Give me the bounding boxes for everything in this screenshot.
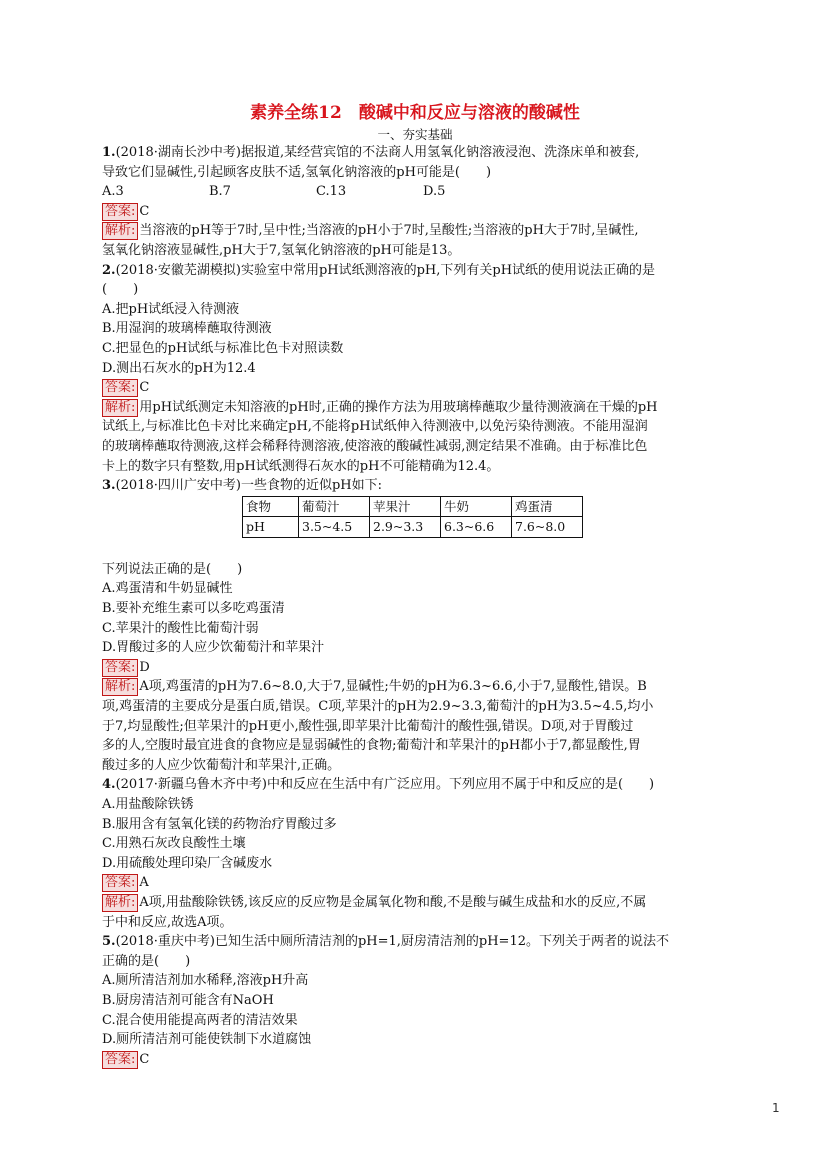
answer-value: D: [139, 659, 150, 675]
option-b: B.要补充维生素可以多吃鸡蛋清: [102, 601, 285, 617]
option-a: A.鸡蛋清和牛奶显碱性: [102, 581, 233, 597]
table-header-row: [243, 496, 583, 517]
page-number: 1: [772, 1101, 780, 1115]
answer-label: 答案:: [102, 874, 138, 892]
answer-value: A: [139, 875, 149, 891]
question-3-stem-line-2: 下列说法正确的是( ): [102, 561, 243, 577]
table-cell: pH: [243, 517, 299, 538]
question-1-analysis-line-2: 氢氧化钠溶液显碱性,pH大于7,氢氧化钠溶液的pH可能是13。: [102, 242, 461, 258]
spacer: [102, 538, 728, 560]
answer-label: 答案:: [102, 203, 138, 221]
option-d: D.厕所清洁剂可能使铁制下水道腐蚀: [102, 1032, 312, 1048]
option-d: D.胃酸过多的人应少饮葡萄汁和苹果汁: [102, 640, 325, 656]
question-2: [102, 261, 728, 477]
option-d: D.测出石灰水的pH为12.4: [102, 360, 256, 376]
answer-label: 答案:: [102, 379, 138, 397]
table-cell: 2.9~3.3: [370, 517, 441, 538]
answer-value: C: [139, 380, 150, 396]
option-c: C.13: [316, 184, 347, 200]
question-3-analysis-line-2: 项,鸡蛋清的主要成分是蛋白质,错误。C项,苹果汁的pH为2.9~3.3,葡萄汁的pH为3.5~4.5,均小: [102, 699, 654, 715]
question-5-answer: [102, 1050, 728, 1070]
question-1-stem-line-1: 1.(2018·湖南长沙中考)据报道,某经营宾馆的不法商人用氢氧化钠溶液浸泡、洗涤床单和被套,: [102, 145, 640, 160]
question-4-analysis-line-2: 于中和反应,故选A项。: [102, 914, 233, 930]
question-1-options: [102, 182, 728, 202]
question-3-answer: [102, 658, 728, 678]
page-title: 素养全练12 酸碱中和反应与溶液的酸碱性: [250, 103, 580, 123]
question-number: 1.: [102, 145, 116, 160]
question-3-analysis-line-4: 多的人,空腹时最宜进食的食物应是显弱碱性的食物;葡萄汁和苹果汁的pH都小于7,都显酸性,胃: [102, 738, 641, 754]
option-c: C.混合使用能提高两者的清洁效果: [102, 1012, 298, 1028]
question-number: 3.: [102, 478, 116, 494]
question-1-analysis: 解析: 当溶液的pH等于7时,呈中性;当溶液的pH小于7时,呈酸性;当溶液的pH大于7时,呈碱性,: [102, 221, 728, 241]
question-2-stem-line-1: 2.(2018·安徽芜湖模拟)实验室中常用pH试纸测溶液的pH,下列有关pH试纸的使用说法正确的是: [102, 262, 656, 278]
question-2-analysis-line-4: 卡上的数字只有整数,用pH试纸测得石灰水的pH不可能精确为12.4。: [102, 458, 500, 474]
question-1-stem-line-2: 导致它们显碱性,引起顾客皮肤不适,氢氧化钠溶液的pH可能是( ): [102, 164, 492, 180]
table-cell: 3.5~4.5: [299, 517, 370, 538]
table-cell: 食物: [243, 496, 299, 517]
question-4-analysis: 解析: A项,用盐酸除铁锈,该反应的反应物是金属氧化物和酸,不是酸与碱生成盐和水的反应,不属: [102, 893, 728, 913]
question-2-analysis-line-2: 试纸上,与标准比色卡对比来确定pH,不能将pH试纸伸入待测液中,以免污染待测液。不能用湿润: [102, 419, 648, 435]
answer-value: C: [139, 1051, 150, 1067]
ph-table: [242, 496, 583, 538]
question-5: [102, 932, 728, 1069]
question-1-answer: [102, 202, 728, 222]
question-number: 4.: [102, 777, 116, 793]
table-row: [243, 517, 583, 538]
table-cell: 苹果汁: [370, 496, 441, 517]
option-b: B.服用含有氢氧化镁的药物治疗胃酸过多: [102, 816, 337, 832]
table-cell: 6.3~6.6: [441, 517, 512, 538]
table-cell: 牛奶: [441, 496, 512, 517]
section-heading: 一、夯实基础: [377, 127, 453, 142]
question-5-stem-line-1: 5.(2018·重庆中考)已知生活中厕所清洁剂的pH=1,厨房清洁剂的pH=12。下列关于两者的说法不: [102, 934, 669, 950]
option-b: B.厨房清洁剂可能含有NaOH: [102, 992, 274, 1008]
analysis-label: 解析:: [102, 894, 138, 912]
question-3-stem-line-1: 3.(2018·四川广安中考)一些食物的近似pH如下:: [102, 478, 382, 494]
option-c: C.把显色的pH试纸与标准比色卡对照读数: [102, 340, 344, 356]
question-2-stem-line-2: ( ): [102, 282, 139, 298]
question-3-analysis-line-5: 酸过多的人应少饮葡萄汁和苹果汁,正确。: [102, 757, 341, 773]
option-c: C.用熟石灰改良酸性土壤: [102, 836, 246, 852]
question-4: [102, 775, 728, 932]
option-a: A.用盐酸除铁锈: [102, 797, 194, 812]
question-3-analysis: 解析: A项,鸡蛋清的pH为7.6~8.0,大于7,显碱性;牛奶的pH为6.3~6.6,小于7,显酸性,错误。B: [102, 677, 728, 697]
option-b: B.7: [209, 184, 231, 200]
answer-label: 答案:: [102, 659, 138, 677]
analysis-label: 解析:: [102, 222, 138, 240]
question-number: 2.: [102, 262, 116, 278]
question-3-analysis-line-3: 于7,均显酸性;但苹果汁的pH更小,酸性强,即苹果汁比葡萄汁的酸性强,错误。D项,对于胃酸过: [102, 718, 634, 734]
answer-value: C: [139, 203, 150, 219]
table-cell: 7.6~8.0: [512, 517, 583, 538]
option-a: A.把pH试纸浸入待测液: [102, 301, 240, 317]
question-4-stem-line-1: 4.(2017·新疆乌鲁木齐中考)中和反应在生活中有广泛应用。下列应用不属于中和反应的是( ): [102, 777, 655, 793]
question-2-answer: [102, 378, 728, 398]
document-page: [102, 98, 728, 1069]
answer-label: 答案:: [102, 1051, 138, 1069]
table-cell: 鸡蛋清: [512, 496, 583, 517]
question-2-analysis-line-3: 的玻璃棒蘸取待测液,这样会稀释待测溶液,使溶液的酸碱性减弱,测定结果不准确。由于标准比色: [102, 438, 648, 454]
table-cell: 葡萄汁: [299, 496, 370, 517]
option-a: A.厕所清洁剂加水稀释,溶液pH升高: [102, 973, 309, 989]
question-5-stem-line-2: 正确的是( ): [102, 953, 191, 969]
analysis-label: 解析:: [102, 678, 138, 696]
analysis-label: 解析:: [102, 399, 138, 417]
option-d: D.用硫酸处理印染厂含碱废水: [102, 855, 273, 871]
option-a: A.3: [102, 184, 124, 200]
option-c: C.苹果汁的酸性比葡萄汁弱: [102, 620, 259, 636]
option-d: D.5: [423, 184, 446, 200]
question-4-answer: [102, 873, 728, 893]
option-b: B.用湿润的玻璃棒蘸取待测液: [102, 321, 272, 337]
question-2-analysis: 解析: 用pH试纸测定未知溶液的pH时,正确的操作方法为用玻璃棒蘸取少量待测液滴在干燥的pH: [102, 398, 728, 418]
question-3: [102, 476, 728, 775]
question-1: [102, 143, 728, 261]
question-number: 5.: [102, 934, 116, 950]
